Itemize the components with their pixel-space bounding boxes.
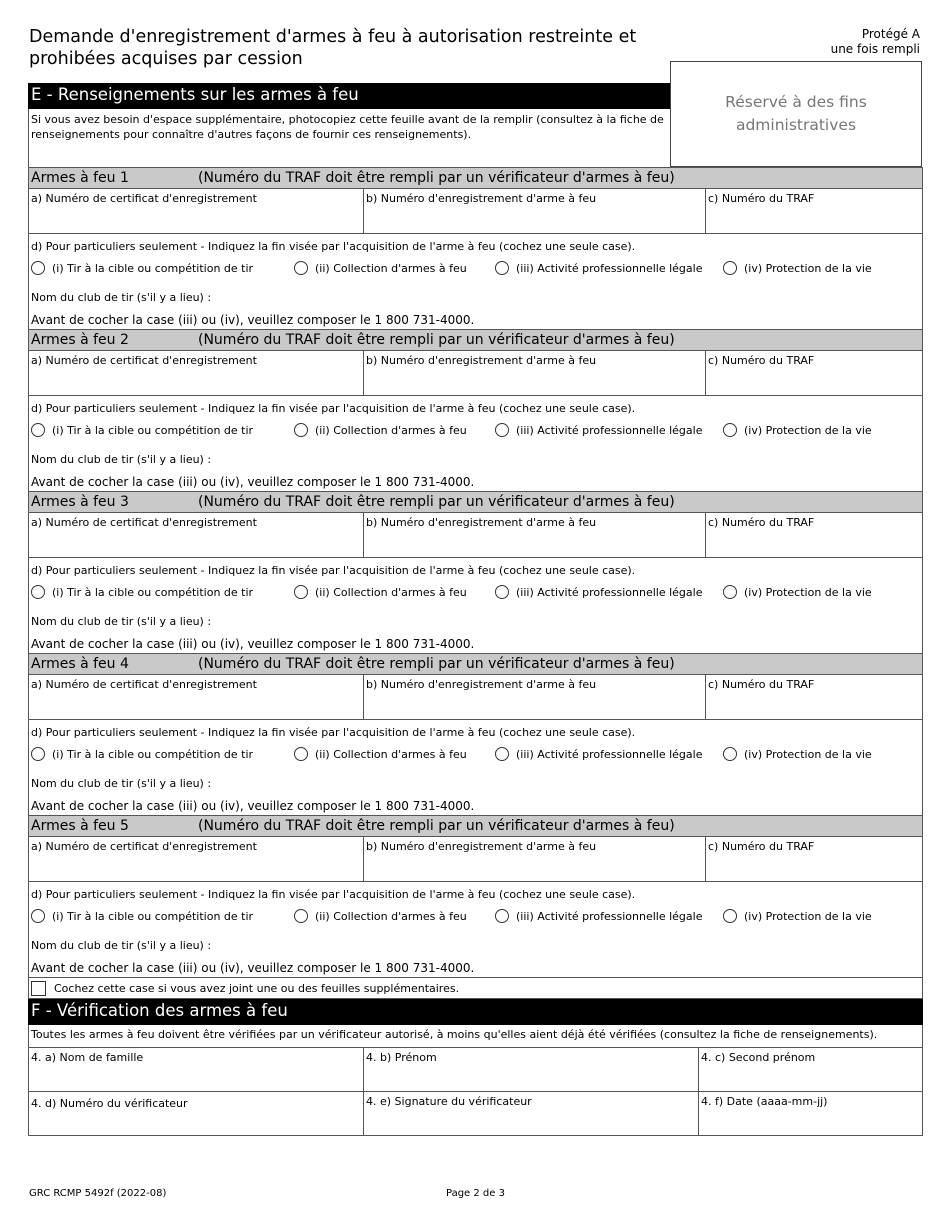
phone-notice: Avant de cocher la case (iii) ou (iv), veuillez composer le 1 800 731-4000.: [31, 475, 475, 489]
traf-number-field[interactable]: [706, 351, 922, 395]
firearm-fields-row: [29, 675, 922, 720]
purpose-option-label: (ii) Collection d'armes à feu: [315, 747, 467, 761]
purpose-option-label: (iii) Activité professionnelle légale: [516, 909, 703, 923]
radio-button[interactable]: [294, 747, 308, 761]
section-e-header: E - Renseignements sur les armes à feu: [28, 83, 670, 109]
purpose-options: [29, 585, 922, 603]
firearm-traf-note: (Numéro du TRAF doit être rempli par un vérificateur d'armes à feu): [198, 818, 675, 834]
purpose-option-1[interactable]: [31, 585, 253, 599]
purpose-option-label: (iii) Activité professionnelle légale: [516, 261, 703, 275]
registration-number-field[interactable]: [364, 351, 706, 395]
purpose-option-label: (iii) Activité professionnelle légale: [516, 747, 703, 761]
purpose-option-3[interactable]: [495, 909, 702, 923]
firearm-label: Armes à feu 2: [31, 332, 129, 348]
purpose-option-label: (ii) Collection d'armes à feu: [315, 261, 467, 275]
radio-button[interactable]: [723, 585, 737, 599]
radio-button[interactable]: [294, 909, 308, 923]
firearm-traf-note: (Numéro du TRAF doit être rempli par un vérificateur d'armes à feu): [198, 656, 675, 672]
firearm-fields-row: [29, 351, 922, 396]
purpose-option-label: (iv) Protection de la vie: [744, 585, 872, 599]
phone-notice: Avant de cocher la case (iii) ou (iv), veuillez composer le 1 800 731-4000.: [31, 637, 475, 651]
firearm-label: Armes à feu 1: [31, 170, 129, 186]
purpose-option-3[interactable]: [495, 423, 702, 437]
certificate-number-field[interactable]: [29, 513, 364, 557]
first-name-label: 4. b) Prénom: [366, 1051, 437, 1064]
traf-number-field[interactable]: [706, 837, 922, 881]
registration-number-field[interactable]: [364, 189, 706, 233]
purpose-instruction: d) Pour particuliers seulement - Indiquez la fin visée par l'acquisition de l'arme à feu (cochez une seule case).: [31, 564, 636, 577]
certificate-number-field[interactable]: [29, 675, 364, 719]
traf-number-label: c) Numéro du TRAF: [708, 516, 815, 529]
last-name-field[interactable]: [29, 1048, 364, 1091]
form-title: Demande d'enregistrement d'armes à feu à autorisation restreinte et prohibées acquises par cession: [29, 27, 637, 69]
date-field[interactable]: [699, 1092, 922, 1135]
purpose-options: [29, 423, 922, 441]
shooting-club-label: Nom du club de tir (s'il y a lieu) :: [31, 615, 212, 628]
firearm-label: Armes à feu 5: [31, 818, 129, 834]
traf-number-label: c) Numéro du TRAF: [708, 354, 815, 367]
firearm-block-2: [28, 329, 923, 491]
firearm-block-3: [28, 491, 923, 653]
firearm-traf-note: (Numéro du TRAF doit être rempli par un vérificateur d'armes à feu): [198, 494, 675, 510]
firearm-label: Armes à feu 4: [31, 656, 129, 672]
verifier-name-row: [28, 1047, 923, 1092]
firearm-traf-note: (Numéro du TRAF doit être rempli par un vérificateur d'armes à feu): [198, 170, 675, 186]
purpose-options: [29, 261, 922, 279]
radio-button[interactable]: [294, 585, 308, 599]
admin-reserved-label: Réservé à des fins administratives: [725, 93, 867, 134]
registration-number-label: b) Numéro d'enregistrement d'arme à feu: [366, 678, 597, 691]
purpose-option-label: (iv) Protection de la vie: [744, 261, 872, 275]
purpose-option-1[interactable]: [31, 423, 253, 437]
firearm-block-1: [28, 167, 923, 329]
radio-button[interactable]: [495, 747, 509, 761]
phone-notice: Avant de cocher la case (iii) ou (iv), veuillez composer le 1 800 731-4000.: [31, 961, 475, 975]
registration-number-field[interactable]: [364, 837, 706, 881]
shooting-club-field[interactable]: [31, 615, 211, 629]
purpose-option-3[interactable]: [495, 747, 702, 761]
certificate-number-label: a) Numéro de certificat d'enregistrement: [31, 354, 257, 367]
purpose-option-1[interactable]: [31, 261, 253, 275]
purpose-option-1[interactable]: [31, 909, 253, 923]
purpose-option-3[interactable]: [495, 261, 702, 275]
registration-number-label: b) Numéro d'enregistrement d'arme à feu: [366, 840, 597, 853]
purpose-option-4[interactable]: [723, 747, 872, 761]
purpose-option-label: (ii) Collection d'armes à feu: [315, 423, 467, 437]
attach-sheets-checkbox[interactable]: [31, 981, 46, 996]
radio-button[interactable]: [495, 585, 509, 599]
section-f-header: F - Vérification des armes à feu: [28, 999, 923, 1025]
firearm-fields-row: [29, 513, 922, 558]
protected-line-1: Protégé A: [861, 27, 920, 41]
middle-name-field[interactable]: [699, 1048, 922, 1091]
purpose-option-4[interactable]: [723, 909, 872, 923]
purpose-instruction: d) Pour particuliers seulement - Indiquez la fin visée par l'acquisition de l'arme à feu (cochez une seule case).: [31, 726, 636, 739]
shooting-club-field[interactable]: [31, 291, 211, 305]
radio-button[interactable]: [31, 585, 45, 599]
radio-button[interactable]: [495, 909, 509, 923]
purpose-options: [29, 747, 922, 765]
verifier-signature-field[interactable]: [364, 1092, 699, 1135]
purpose-option-label: (i) Tir à la cible ou compétition de tir: [52, 909, 254, 923]
purpose-option-label: (iv) Protection de la vie: [744, 747, 872, 761]
purpose-option-2[interactable]: [294, 585, 467, 599]
purpose-option-1[interactable]: [31, 747, 253, 761]
middle-name-label: 4. c) Second prénom: [701, 1051, 816, 1064]
radio-button[interactable]: [723, 423, 737, 437]
purpose-option-label: (i) Tir à la cible ou compétition de tir: [52, 585, 254, 599]
registration-number-label: b) Numéro d'enregistrement d'arme à feu: [366, 354, 597, 367]
firearm-header: [29, 329, 922, 351]
shooting-club-label: Nom du club de tir (s'il y a lieu) :: [31, 453, 212, 466]
purpose-option-4[interactable]: [723, 423, 872, 437]
traf-number-label: c) Numéro du TRAF: [708, 840, 815, 853]
phone-notice: Avant de cocher la case (iii) ou (iv), veuillez composer le 1 800 731-4000.: [31, 313, 475, 327]
purpose-option-2[interactable]: [294, 909, 467, 923]
purpose-option-2[interactable]: [294, 261, 467, 275]
firearm-label: Armes à feu 3: [31, 494, 129, 510]
last-name-label: 4. a) Nom de famille: [31, 1051, 144, 1064]
purpose-option-label: (iv) Protection de la vie: [744, 423, 872, 437]
radio-button[interactable]: [31, 747, 45, 761]
verifier-number-label: 4. d) Numéro du vérificateur: [31, 1097, 188, 1110]
radio-button[interactable]: [294, 261, 308, 275]
section-f-note: Toutes les armes à feu doivent être vérifiées par un vérificateur autorisé, à moins qu'elles aient déjà été vérifiées (consultez la fiche de renseignements).: [28, 1025, 923, 1047]
shooting-club-label: Nom du club de tir (s'il y a lieu) :: [31, 939, 212, 952]
attach-sheets-label: Cochez cette case si vous avez joint une ou des feuilles supplémentaires.: [54, 981, 460, 995]
purpose-option-label: (i) Tir à la cible ou compétition de tir: [52, 261, 254, 275]
radio-button[interactable]: [294, 423, 308, 437]
purpose-options: [29, 909, 922, 927]
traf-number-label: c) Numéro du TRAF: [708, 678, 815, 691]
purpose-instruction: d) Pour particuliers seulement - Indiquez la fin visée par l'acquisition de l'arme à feu (cochez une seule case).: [31, 240, 636, 253]
verifier-details-row: [28, 1091, 923, 1136]
certificate-number-label: a) Numéro de certificat d'enregistrement: [31, 516, 257, 529]
purpose-option-label: (ii) Collection d'armes à feu: [315, 585, 467, 599]
purpose-option-label: (i) Tir à la cible ou compétition de tir: [52, 423, 254, 437]
purpose-instruction: d) Pour particuliers seulement - Indiquez la fin visée par l'acquisition de l'arme à feu (cochez une seule case).: [31, 888, 636, 901]
certificate-number-label: a) Numéro de certificat d'enregistrement: [31, 678, 257, 691]
radio-button[interactable]: [495, 261, 509, 275]
radio-button[interactable]: [31, 909, 45, 923]
firearm-fields-row: [29, 837, 922, 882]
shooting-club-label: Nom du club de tir (s'il y a lieu) :: [31, 777, 212, 790]
radio-button[interactable]: [723, 747, 737, 761]
certificate-number-label: a) Numéro de certificat d'enregistrement: [31, 840, 257, 853]
purpose-option-label: (ii) Collection d'armes à feu: [315, 909, 467, 923]
firearm-header: [29, 653, 922, 675]
verifier-signature-label: 4. e) Signature du vérificateur: [366, 1095, 532, 1108]
radio-button[interactable]: [723, 261, 737, 275]
form-id: GRC RCMP 5492f (2022-08): [29, 1188, 167, 1199]
shooting-club-field[interactable]: [31, 939, 211, 953]
firearm-block-5: [28, 815, 923, 977]
purpose-option-label: (iv) Protection de la vie: [744, 909, 872, 923]
purpose-instruction: d) Pour particuliers seulement - Indiquez la fin visée par l'acquisition de l'arme à feu (cochez une seule case).: [31, 402, 636, 415]
purpose-option-label: (iii) Activité professionnelle légale: [516, 585, 703, 599]
traf-number-field[interactable]: [706, 513, 922, 557]
traf-number-field[interactable]: [706, 189, 922, 233]
registration-number-field[interactable]: [364, 675, 706, 719]
purpose-option-4[interactable]: [723, 585, 872, 599]
shooting-club-field[interactable]: [31, 453, 211, 467]
certificate-number-field[interactable]: [29, 837, 364, 881]
verifier-number-field[interactable]: [29, 1092, 364, 1135]
shooting-club-field[interactable]: [31, 777, 211, 791]
purpose-option-2[interactable]: [294, 747, 467, 761]
purpose-option-2[interactable]: [294, 423, 467, 437]
radio-button[interactable]: [31, 261, 45, 275]
purpose-option-label: (iii) Activité professionnelle légale: [516, 423, 703, 437]
purpose-option-4[interactable]: [723, 261, 872, 275]
purpose-option-label: (i) Tir à la cible ou compétition de tir: [52, 747, 254, 761]
phone-notice: Avant de cocher la case (iii) ou (iv), veuillez composer le 1 800 731-4000.: [31, 799, 475, 813]
section-e-note: Si vous avez besoin d'espace supplémentaire, photocopiez cette feuille avant de la remplir (consultez à la fiche de renseignements pour connaître d'autres façons de fournir ces renseignements).: [28, 109, 671, 167]
page-number: Page 2 de 3: [446, 1188, 505, 1199]
firearm-header: [29, 815, 922, 837]
firearm-block-4: [28, 653, 923, 815]
radio-button[interactable]: [495, 423, 509, 437]
protected-notice: [831, 27, 920, 57]
registration-number-label: b) Numéro d'enregistrement d'arme à feu: [366, 192, 597, 205]
admin-reserved-box: [670, 61, 922, 167]
certificate-number-field[interactable]: [29, 189, 364, 233]
registration-number-field[interactable]: [364, 513, 706, 557]
date-label: 4. f) Date (aaaa-mm-jj): [701, 1095, 828, 1108]
radio-button[interactable]: [723, 909, 737, 923]
protected-line-2: une fois rempli: [830, 42, 920, 56]
certificate-number-label: a) Numéro de certificat d'enregistrement: [31, 192, 257, 205]
firearm-header: [29, 167, 922, 189]
firearm-fields-row: [29, 189, 922, 234]
attach-sheets-row: [28, 977, 923, 999]
radio-button[interactable]: [31, 423, 45, 437]
traf-number-label: c) Numéro du TRAF: [708, 192, 815, 205]
firearm-header: [29, 491, 922, 513]
certificate-number-field[interactable]: [29, 351, 364, 395]
first-name-field[interactable]: [364, 1048, 699, 1091]
purpose-option-3[interactable]: [495, 585, 702, 599]
traf-number-field[interactable]: [706, 675, 922, 719]
firearm-traf-note: (Numéro du TRAF doit être rempli par un vérificateur d'armes à feu): [198, 332, 675, 348]
registration-number-label: b) Numéro d'enregistrement d'arme à feu: [366, 516, 597, 529]
shooting-club-label: Nom du club de tir (s'il y a lieu) :: [31, 291, 212, 304]
